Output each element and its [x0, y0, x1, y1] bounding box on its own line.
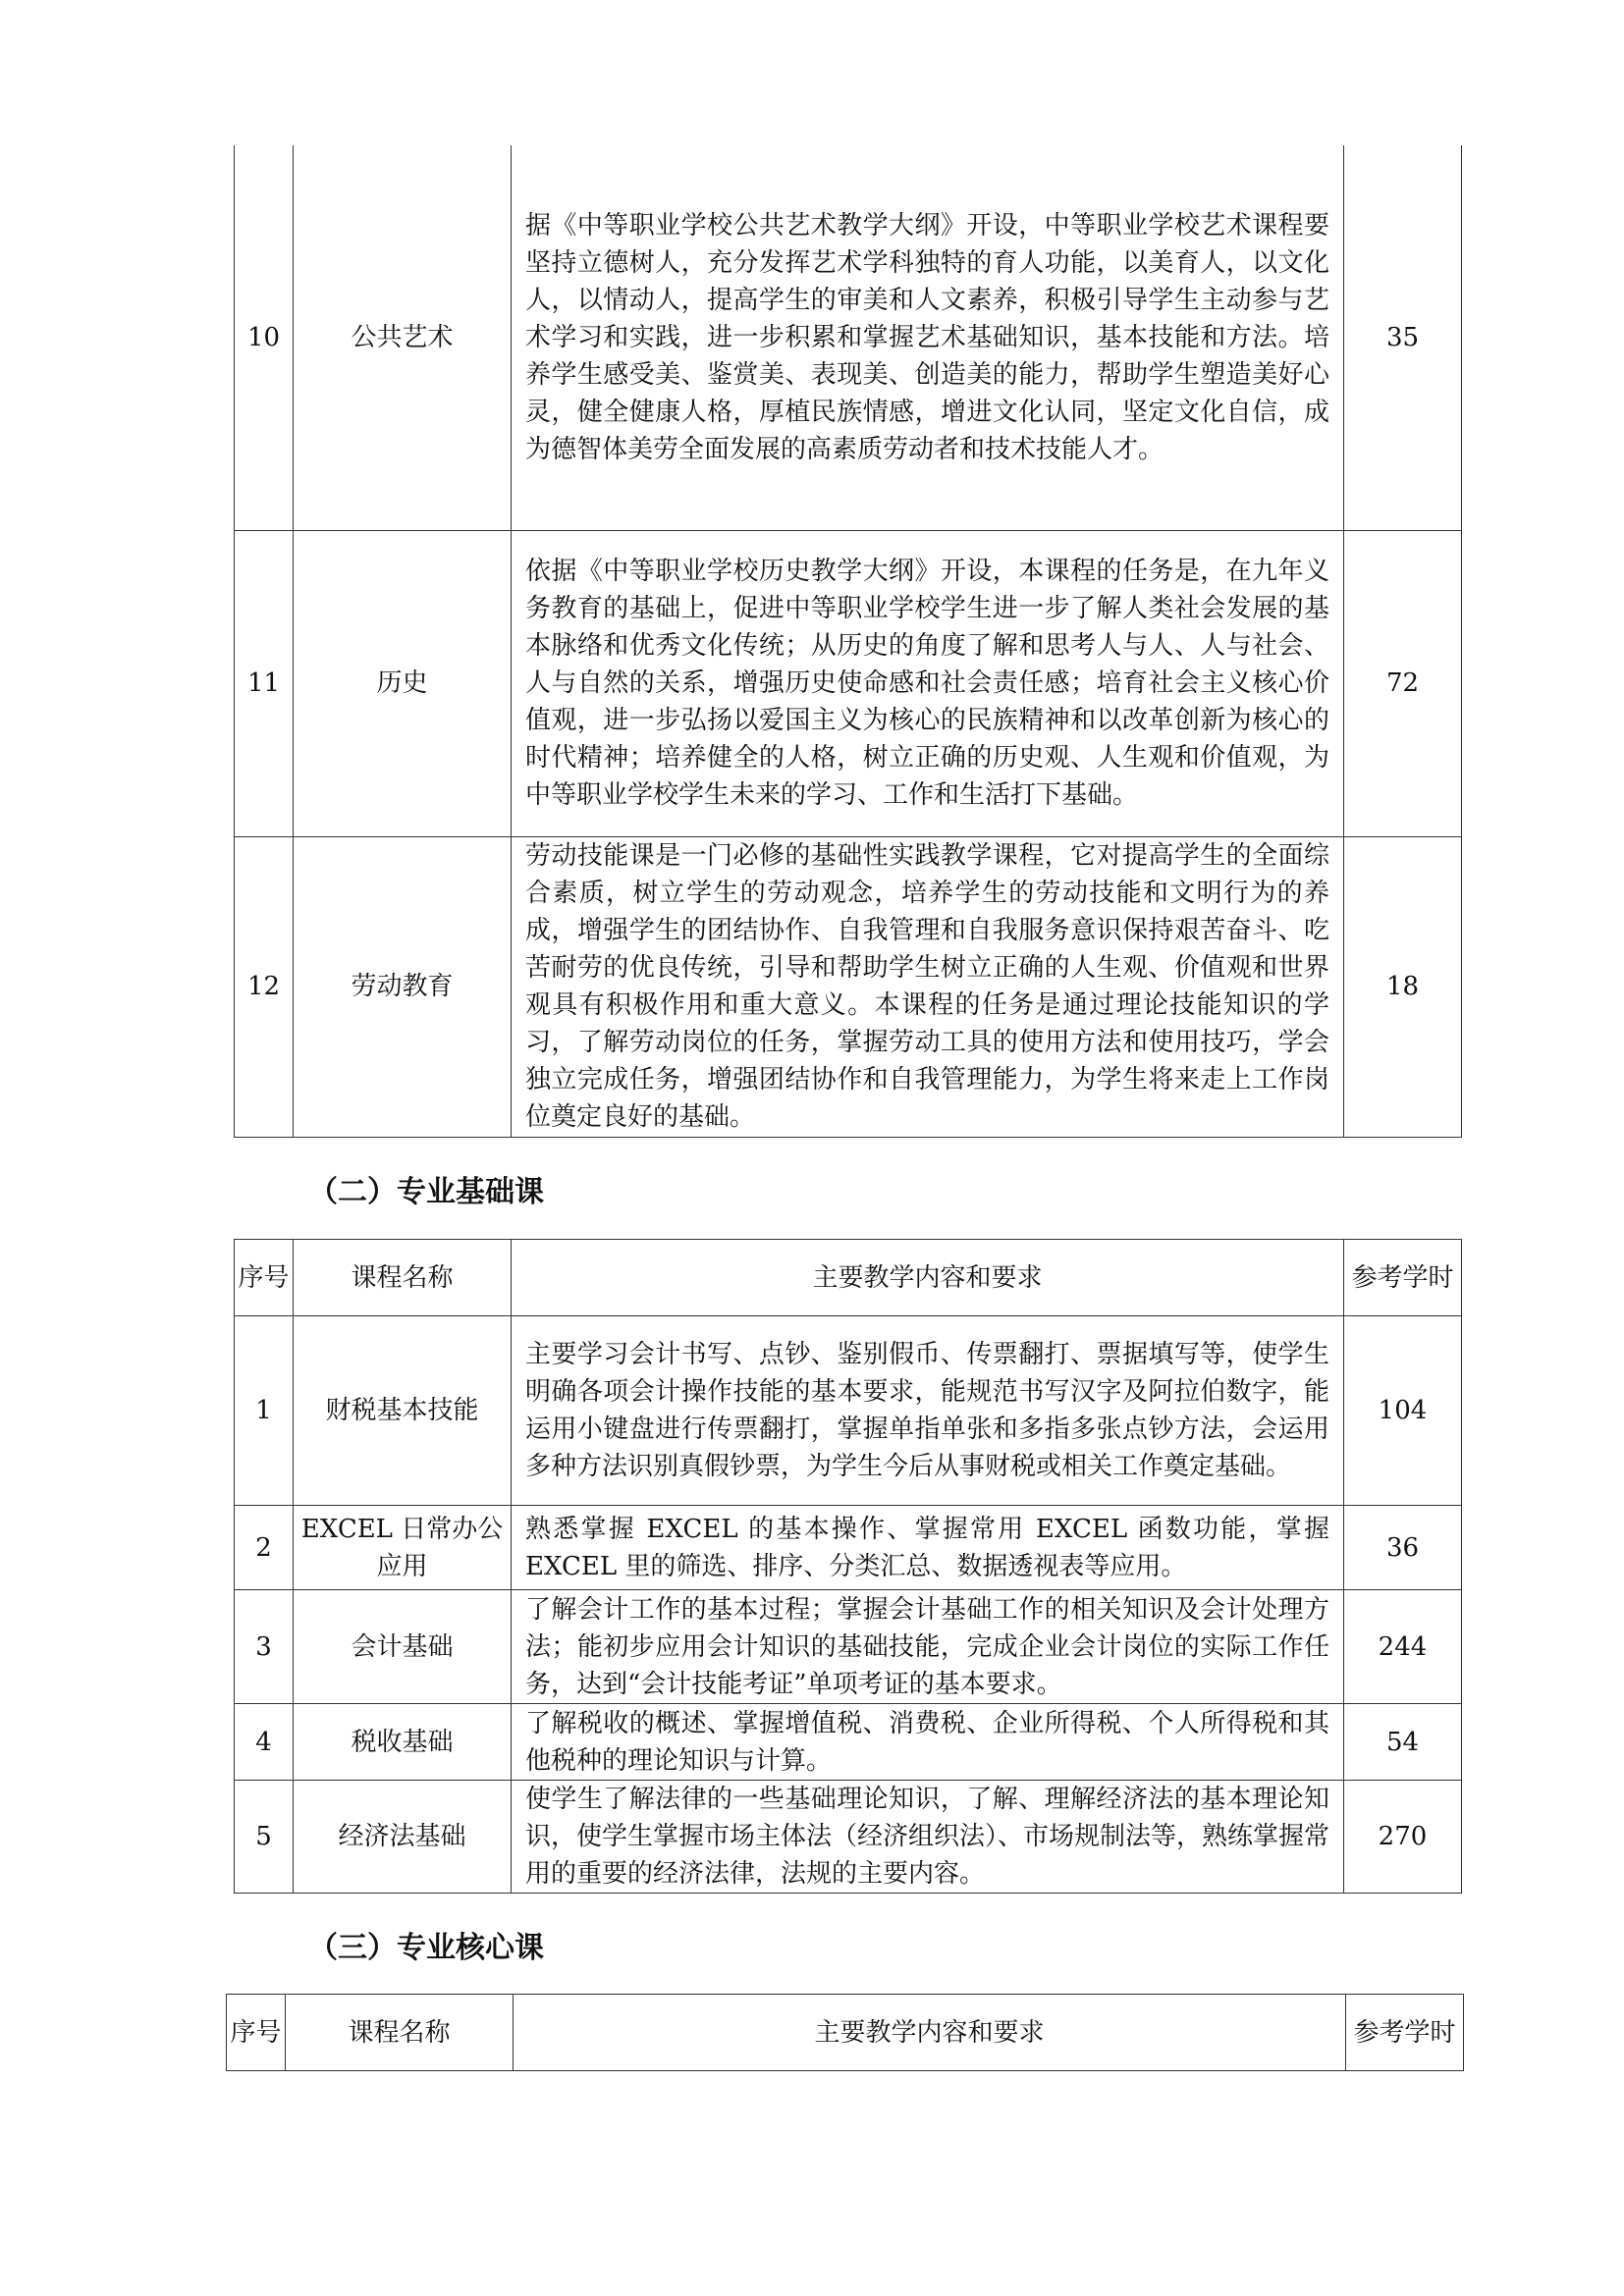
table-row: [235, 530, 1462, 836]
table-header-row: [227, 1995, 1464, 2071]
header-number: 序号: [227, 1995, 286, 2071]
section-heading-core-courses: （三）专业核心课: [308, 1931, 544, 1965]
basic-course-table: [234, 1239, 1462, 1894]
course-hours: 35: [1344, 145, 1462, 530]
course-number: 2: [235, 1506, 294, 1590]
course-name: 公共艺术: [294, 145, 512, 530]
public-course-table-continued: [234, 145, 1462, 1138]
course-content: 了解会计工作的基本过程；掌握会计基础工作的相关知识及会计处理方法；能初步应用会计知识的基础技能，完成企业会计岗位的实际工作任务，达到“会计技能考证”单项考证的基本要求。: [512, 1590, 1344, 1704]
course-name: 会计基础: [294, 1590, 512, 1704]
section-heading-basic-courses: （二）专业基础课: [308, 1175, 544, 1209]
header-number: 序号: [235, 1240, 294, 1316]
course-hours: 244: [1344, 1590, 1462, 1704]
course-number: 1: [235, 1316, 294, 1506]
course-content: 使学生了解法律的一些基础理论知识，了解、理解经济法的基本理论知识，使学生掌握市场主体法（经济组织法）、市场规制法等，熟练掌握常用的重要的经济法律，法规的主要内容。: [512, 1781, 1344, 1894]
course-hours: 72: [1344, 530, 1462, 836]
course-content: 劳动技能课是一门必修的基础性实践教学课程，它对提高学生的全面综合素质，树立学生的劳动观念，培养学生的劳动技能和文明行为的养成，增强学生的团结协作、自我管理和自我服务意识保持艰苦奋斗、吃苦耐劳的优良传统，引导和帮助学生树立正确的人生观、价值观和世界观具有积极作用和重大意义。本课程的任务是通过理论技能知识的学习，了解劳动岗位的任务，掌握劳动工具的使用方法和使用技巧，学会独立完成任务，增强团结协作和自我管理能力，为学生将来走上工作岗位奠定良好的基础。: [512, 836, 1344, 1137]
course-name: 财税基本技能: [294, 1316, 512, 1506]
header-content: 主要教学内容和要求: [514, 1995, 1346, 2071]
table-row: [235, 1590, 1462, 1704]
header-content: 主要教学内容和要求: [512, 1240, 1344, 1316]
course-hours: 104: [1344, 1316, 1462, 1506]
course-content: 了解税收的概述、掌握增值税、消费税、企业所得税、个人所得税和其他税种的理论知识与计算。: [512, 1704, 1344, 1781]
course-content: 熟悉掌握 EXCEL 的基本操作、掌握常用 EXCEL 函数功能，掌握 EXCEL 里的筛选、排序、分类汇总、数据透视表等应用。: [512, 1506, 1344, 1590]
course-name: 历史: [294, 530, 512, 836]
course-number: 3: [235, 1590, 294, 1704]
table-row: [235, 836, 1462, 1137]
course-hours: 270: [1344, 1781, 1462, 1894]
course-content: 主要学习会计书写、点钞、鉴别假币、传票翻打、票据填写等，使学生明确各项会计操作技能的基本要求，能规范书写汉字及阿拉伯数字，能运用小键盘进行传票翻打，掌握单指单张和多指多张点钞方法，会运用多种方法识别真假钞票，为学生今后从事财税或相关工作奠定基础。: [512, 1316, 1344, 1506]
table-row: [235, 1704, 1462, 1781]
header-hours: 参考学时: [1346, 1995, 1464, 2071]
table-row: [235, 1506, 1462, 1590]
course-name: 经济法基础: [294, 1781, 512, 1894]
table-row: [235, 1781, 1462, 1894]
course-hours: 36: [1344, 1506, 1462, 1590]
course-number: 4: [235, 1704, 294, 1781]
header-course-name: 课程名称: [294, 1240, 512, 1316]
course-hours: 54: [1344, 1704, 1462, 1781]
table-row: [235, 145, 1462, 530]
course-number: 12: [235, 836, 294, 1137]
course-name: EXCEL 日常办公应用: [294, 1506, 512, 1590]
course-content: 依据《中等职业学校历史教学大纲》开设，本课程的任务是，在九年义务教育的基础上，促进中等职业学校学生进一步了解人类社会发展的基本脉络和优秀文化传统；从历史的角度了解和思考人与人、人与社会、人与自然的关系，增强历史使命感和社会责任感；培育社会主义核心价值观，进一步弘扬以爱国主义为核心的民族精神和以改革创新为核心的时代精神；培养健全的人格，树立正确的历史观、人生观和价值观，为中等职业学校学生未来的学习、工作和生活打下基础。: [512, 530, 1344, 836]
course-content: 据《中等职业学校公共艺术教学大纲》开设，中等职业学校艺术课程要坚持立德树人，充分发挥艺术学科独特的育人功能，以美育人，以文化人，以情动人，提高学生的审美和人文素养，积极引导学生主动参与艺术学习和实践，进一步积累和掌握艺术基础知识，基本技能和方法。培养学生感受美、鉴赏美、表现美、创造美的能力，帮助学生塑造美好心灵，健全健康人格，厚植民族情感，增进文化认同，坚定文化自信，成为德智体美劳全面发展的高素质劳动者和技术技能人才。: [512, 145, 1344, 530]
course-number: 10: [235, 145, 294, 530]
table-row: [235, 1316, 1462, 1506]
header-hours: 参考学时: [1344, 1240, 1462, 1316]
table-header-row: [235, 1240, 1462, 1316]
core-course-table: [226, 1994, 1464, 2071]
course-number: 5: [235, 1781, 294, 1894]
course-number: 11: [235, 530, 294, 836]
course-hours: 18: [1344, 836, 1462, 1137]
course-name: 劳动教育: [294, 836, 512, 1137]
header-course-name: 课程名称: [286, 1995, 514, 2071]
course-name: 税收基础: [294, 1704, 512, 1781]
